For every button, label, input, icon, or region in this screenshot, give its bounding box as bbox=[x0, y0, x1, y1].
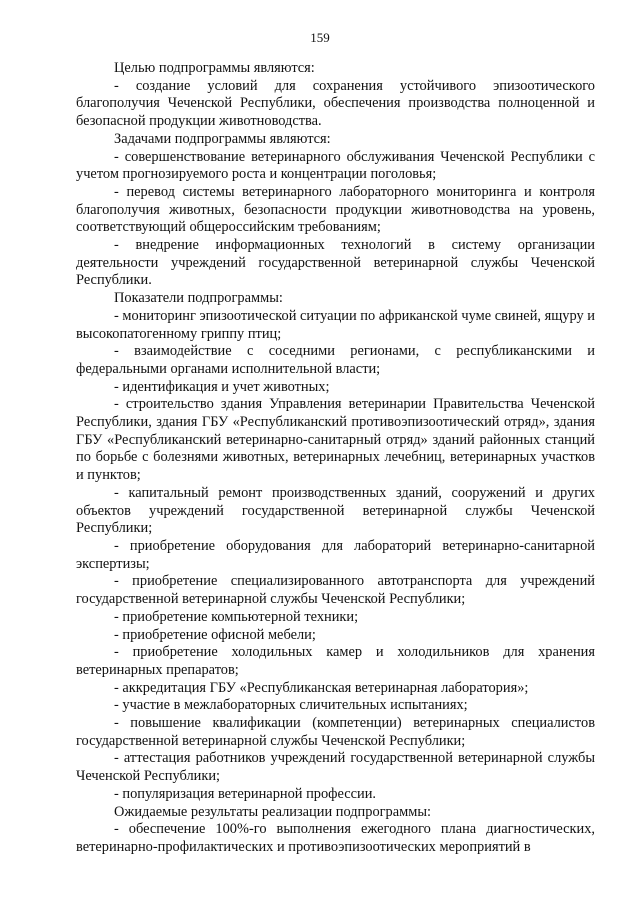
paragraph-results-heading: Ожидаемые результаты реализации подпрограммы: bbox=[114, 803, 432, 820]
page-body bbox=[76, 60, 595, 857]
paragraph-indicator-item: - повышение квалификации (компетенции) ветеринарных специалистов государственной ветеринарной службы Чеченской Республики; bbox=[76, 715, 595, 749]
paragraph-task-item: - совершенствование ветеринарного обслуживания Чеченской Республики с учетом прогнозируемого роста и концентрации поголовья; bbox=[76, 148, 595, 183]
paragraph-indicator-item: - приобретение специализированного автотранспорта для учреждений государственной ветеринарной службы Чеченской Республики; bbox=[76, 573, 595, 608]
paragraph-indicator-item: - идентификация и учет животных; bbox=[114, 378, 330, 395]
paragraph-indicator-item: - популяризация ветеринарной профессии. bbox=[114, 785, 377, 802]
paragraph-indicator-item: - приобретение оборудования для лабораторий ветеринарно-санитарной экспертизы; bbox=[76, 537, 595, 572]
paragraph-tasks-heading: Задачами подпрограммы являются: bbox=[114, 130, 331, 147]
paragraph-result-item: - обеспечение 100%-го выполнения ежегодного плана диагностических, ветеринарно-профилактических и противоэпизоотических мероприятий в bbox=[76, 821, 595, 855]
paragraph-indicator-item: - аттестация работников учреждений государственной ветеринарной службы Чеченской Республики; bbox=[76, 750, 595, 785]
paragraph-goal-heading: Целью подпрограммы являются: bbox=[114, 60, 315, 76]
paragraph-indicator-item: - приобретение офисной мебели; bbox=[114, 626, 316, 643]
page-number: 159 bbox=[310, 30, 330, 45]
paragraph-indicator-item: - аккредитация ГБУ «Республиканская ветеринарная лаборатория»; bbox=[114, 679, 529, 696]
paragraph-indicator-item: - мониторинг эпизоотической ситуации по африканской чуме свиней, ящуру и высокопатогенному гриппу птиц; bbox=[76, 307, 595, 342]
paragraph-goal-item: - создание условий для сохранения устойчивого эпизоотического благополучия Чеченской Республики, обеспечения производства полноценной и безопасной продукции животноводства. bbox=[76, 77, 595, 130]
paragraph-task-item: - перевод системы ветеринарного лабораторного мониторинга и контроля благополучия животных, безопасности продукции животноводства на уровень, соответствующий общероссийским требованиям; bbox=[76, 183, 595, 236]
paragraph-indicator-item: - капитальный ремонт производственных зданий, сооружений и других объектов учреждений государственной ветеринарной службы Чеченской Республики; bbox=[76, 484, 595, 537]
paragraph-indicator-item: - строительство здания Управления ветеринарии Правительства Чеченской Республики, здания ГБУ «Республиканский противоэпизоотический отряд», здания ГБУ «Республиканский ветеринарно-санитарный отряд» зданий районных станций по борьбе с болезнями животных, ветеринарных лечебниц, ветеринарных участков и пунктов; bbox=[76, 396, 595, 484]
paragraph-indicators-heading: Показатели подпрограммы: bbox=[114, 290, 283, 307]
paragraph-indicator-item: - приобретение компьютерной техники; bbox=[114, 608, 359, 625]
paragraph-task-item: - внедрение информационных технологий в систему организации деятельности учреждений государственной ветеринарной службы Чеченской Республики. bbox=[76, 237, 595, 289]
paragraph-indicator-item: - приобретение холодильных камер и холодильников для хранения ветеринарных препаратов; bbox=[76, 644, 595, 678]
paragraph-indicator-item: - взаимодействие с соседними регионами, с республиканскими и федеральными органами исполнительной власти; bbox=[76, 343, 595, 377]
paragraph-indicator-item: - участие в межлабораторных сличительных испытаниях; bbox=[114, 697, 468, 714]
